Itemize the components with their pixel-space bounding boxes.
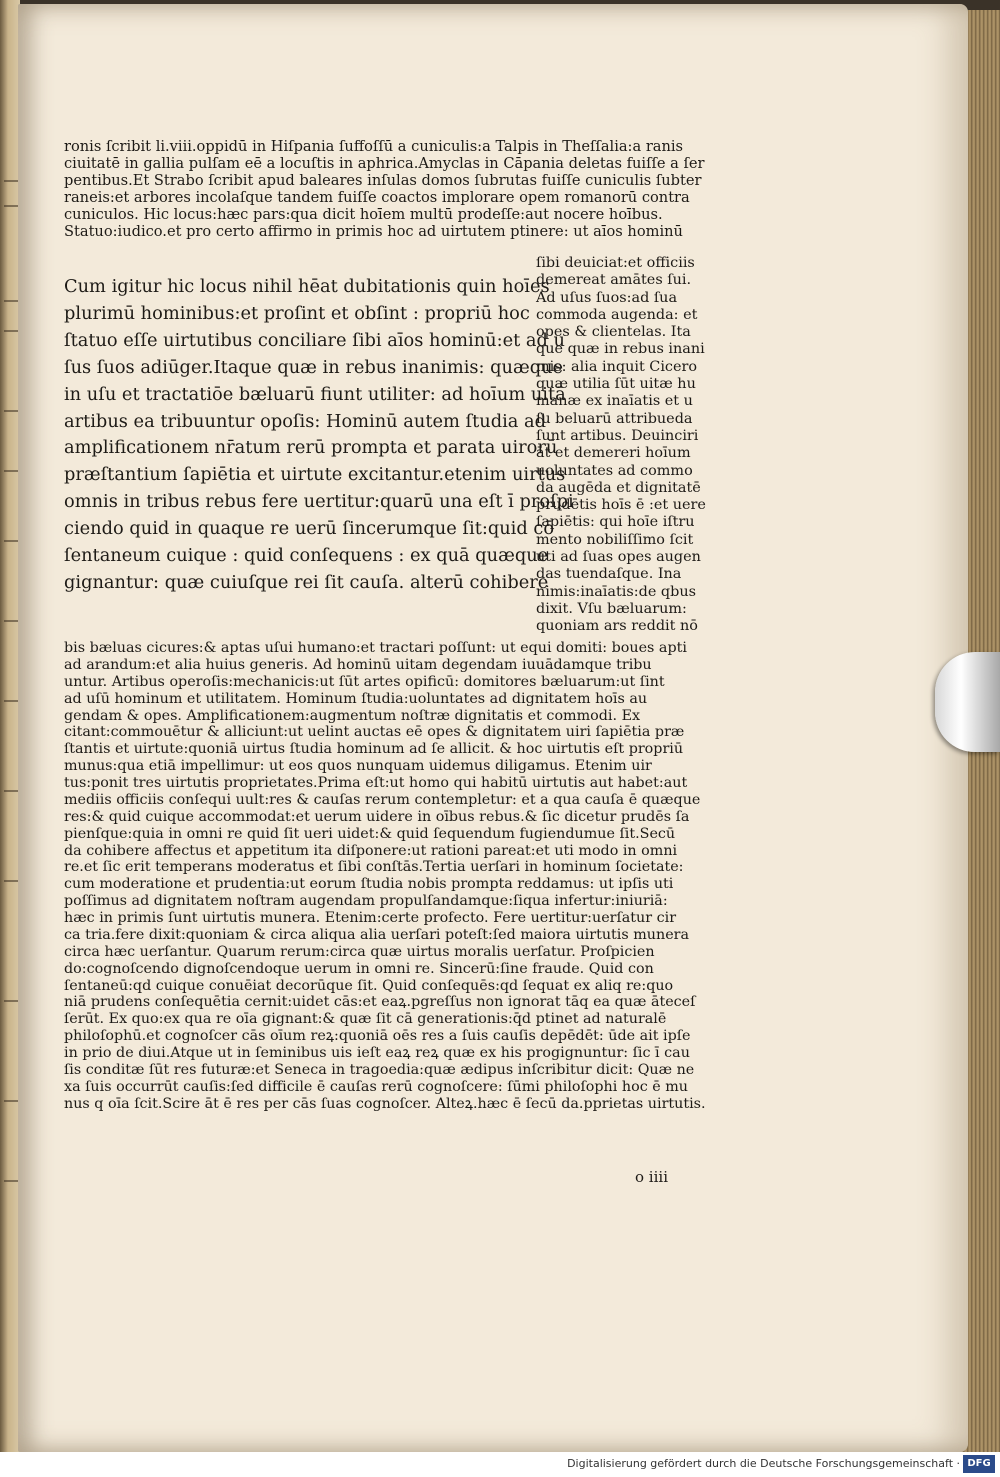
text-line: ſunt artibus. Deuinciri <box>536 427 699 444</box>
footer-bar <box>0 1452 1000 1477</box>
text-line: ad uſū hominum et utilitatem. Hominum ſtudia:uoluntates ad dignitatem hoīs au <box>64 690 648 707</box>
text-line: circa hæc uerſantur. Quarum rerum:circa quæ uirtus moralis uerſatur. Proſpicien <box>64 943 655 960</box>
text-line: Ad uſus ſuos:ad ſua <box>536 289 678 306</box>
dfg-logo: DFG <box>963 1455 995 1473</box>
text-line: demereat amātes ſui. <box>536 272 692 289</box>
text-line: omnis in tribus rebus fere uertitur:quarū una eſt ī proſpi <box>64 491 574 513</box>
text-line: res:& quid cuique accommodat:et uerum uidere in oībus rebus.& ſic dicetur prudēs ſa <box>64 808 690 825</box>
text-line: gendam & opes. Amplificationem:augmentum noſtræ dignitatis et commodi. Ex <box>64 707 641 724</box>
text-line: philoſophū.et cognoſcer cās oīum reꝝ:quoniā oēs res a ſuis cauſis depēdēt: ūde ait ipſe <box>64 1028 691 1045</box>
text-line: præſtantium ſapiētia et uirtute excitantur.etenim uirtus <box>64 464 566 486</box>
text-line: ſu beluarū attribueda <box>536 410 693 427</box>
text-line: do:cognoſcendo dignoſcendoque uerum in omni re. Sincerū:ſine fraude. Quid con <box>64 960 654 977</box>
commentary-side <box>536 255 706 636</box>
main-text <box>64 274 574 597</box>
text-line: das tuendaſque. Ina <box>536 566 682 583</box>
text-line: cum moderatione et prudentia:ut eorum ſtudia nobis prompta reddamus: ut ipſis uti <box>64 876 674 893</box>
text-line: que quæ in rebus inani <box>536 341 705 358</box>
text-line: Cum igitur hic locus nihil hēat dubitationis quin hoīes <box>64 276 550 297</box>
text-line: in prio de diui.Atque ut in ſeminibus uis ieſt eaꝝ reꝝ quæ ex his progignuntur: ſic ī cau <box>64 1045 690 1061</box>
text-line: untur. Artibus operoſis:mechanicis:ut ſūt artes opificū: domitores bæluarum:ut ſint <box>64 673 665 690</box>
text-line: prudētis hoīs ē :et uere <box>536 497 706 514</box>
folio-signature: o iiii <box>635 1168 668 1186</box>
text-line: niā prudens conſequētia cernit:uidet cās:et eaꝝ.pgreſſus non ignorat tāq ea quæ āteceſ <box>64 994 696 1011</box>
text-line: quæ utilia ſūt uitæ hu <box>536 376 696 393</box>
text-line: cuniculos. Hic locus:hæc pars:qua dicit hoīem multū prodeſſe:aut nocere hoībus. <box>64 205 663 223</box>
text-line: uti ad ſuas opes augen <box>536 549 701 566</box>
text-line: ca tria.fere dixit:quoniam & circa aliqua alia uerſari poteſt:ſed maiora uirtutis munera <box>64 926 690 943</box>
text-line: plurimū hominibus:et proſint et obſint : propriū hoc <box>64 302 530 324</box>
page-clip <box>935 652 1000 752</box>
text-line: pienſque:quia in omni re quid ſit ueri uidet:& quid ſequendum fugiendumue ſit.Secū <box>64 825 676 842</box>
text-line: quoniam ars reddit nō <box>536 618 698 635</box>
text-line: munus:qua etiā impellimur: ut eos quos nunquam uidemus diligamus. Etenim uir <box>64 758 652 775</box>
text-line: in uſu et tractatiōe bæluarū fiunt utiliter: ad hoīum uitā <box>64 383 566 405</box>
text-line: ronis ſcribit li.viii.oppidū in Hiſpania ſuffoſſū a cuniculis:a Talpis in Theſſalia:a ranis <box>64 138 684 155</box>
text-line: commoda augenda: et <box>536 306 698 323</box>
text-line: da cohibere affectus et appetitum ita diſponere:ut rationi pareat:et uti modo in omni <box>64 842 678 859</box>
text-line: citant:commouētur & alliciunt:ut uelint auctas eē opes & dignitatem uiri ſapiētia præ <box>64 724 685 741</box>
facing-page-edge <box>0 0 20 1452</box>
commentary-bottom <box>64 640 706 1113</box>
text-line: poſſimus ad dignitatem noſtram augendam propulſandamque:ſiqua infertur:iniuriā: <box>64 893 668 910</box>
text-line: ſapiētis: qui hoīe iſtru <box>536 514 695 531</box>
text-line: nus q oīa ſcit.Scire āt ē res per cās ſuas cognoſcer. Alteꝝ.hæc ē ſecū da.pprietas uirtutis. <box>64 1095 706 1112</box>
text-line: ciuitatē in gallia pulſam eē a locuſtis in aphrica.Amyclas in Cāpania deletas fuiſſe a ſer <box>64 154 705 172</box>
text-line: mento nobiliſſimo ſcit <box>536 531 694 548</box>
text-line: ſtantis et uirtute:quoniā uirtus ſtudia hominum ad ſe allicit. & hoc uirtutis eſt propriū <box>64 741 684 758</box>
text-line: ſis conditæ ſūt res futuræ:et Seneca in tragoedia:quæ ædipus inſcribitur dicit: Quæ ne <box>64 1061 695 1078</box>
text-line: ciendo quid in quaque re uerū ſincerumque ſit:quid cō <box>64 518 555 540</box>
footer-credit: Digitalisierung gefördert durch die Deutsche Forschungsgemeinschaft · <box>567 1457 960 1470</box>
text-line: ſerūt. Ex quo:ex qua re oīa gignant:& quæ ſit cā generationis:q̄d ptinet ad naturalē <box>64 1011 667 1028</box>
text-line: raneis:et arbores incolaſque tandem fuiſſe coactos implorare opem romanorū contra <box>64 188 690 206</box>
text-line: pentibus.Et Strabo ſcribit apud baleares inſulas domos ſubrutas fuiſſe cuniculis ſubter <box>64 171 702 189</box>
text-line: re.et ſic erit temperans moderatus et ſibi conſtās.Tertia uerſari in hominum ſocietate: <box>64 859 684 876</box>
text-line: xa ſuis occurrūt cauſis:ſed difficile ē cauſas rerū cognoſcere: ſūmi philoſophi hoc ē mu <box>64 1078 689 1095</box>
commentary-top <box>64 139 705 240</box>
text-line: da augēda et dignitatē <box>536 479 701 496</box>
text-line: ad arandum:et alia huius generis. Ad hominū uitam degendam iuuādamque tribu <box>64 656 652 673</box>
text-line: manæ ex inaīatis et u <box>536 393 693 410</box>
text-line: amplificationem nr̄atum rerū prompta et parata uirorū <box>64 437 558 459</box>
text-line: ſibi deuiciat:et officiis <box>536 255 695 271</box>
text-line: bis bæluas cicures:& aptas uſui humano:et tractari poſſunt: ut equi domiti: boues apti <box>64 640 687 656</box>
text-line: artibus ea tribuuntur opoſis: Hominū autem ſtudia ad <box>64 410 547 432</box>
text-line: hæc in primis ſunt uirtutis munera. Etenim:certe profecto. Fere uertitur:uerſatur cir <box>64 910 677 926</box>
text-line: ſentaneum cuique : quid conſequens : ex quā quæque <box>64 545 549 567</box>
text-line: gignantur: quæ cuiuſque rei ſit cauſa. alterū cohibere <box>64 571 549 593</box>
text-line: ſentaneū:qd cuique conuēiat decorūque ſit. Quid conſequēs:qd ſequat ex aliq re:quo <box>64 977 674 994</box>
text-line: mediis officiis conſequi uult:res & cauſas rerum contempletur: et a qua cauſa ē quæque <box>64 791 701 808</box>
text-line: dixit. Vſu bæluarum: <box>536 600 687 617</box>
text-line: ſus ſuos adiūger.Itaque quæ in rebus inanimis: quæque <box>64 356 564 378</box>
text-line: nimis:inaīatis:de qbus <box>536 583 696 600</box>
text-line: uoluntates ad commo <box>536 462 693 479</box>
text-line: Statuo:iudico.et pro certo affirmo in primis hoc ad uirtutem ptinere: ut aīos hominū <box>64 222 683 240</box>
text-line: opes & clientelas. Ita <box>536 324 691 341</box>
text-line: āt et demereri hoīum <box>536 445 691 462</box>
text-line: mis: alia inquit Cicero <box>536 358 698 375</box>
text-line: ſtatuo eſſe uirtutibus conciliare ſibi aīos hominū:et ad u <box>64 329 566 351</box>
text-line: tus:ponit tres uirtutis proprietates.Prima eſt:ut homo qui habitū uirtutis aut habet:aut <box>64 775 688 791</box>
